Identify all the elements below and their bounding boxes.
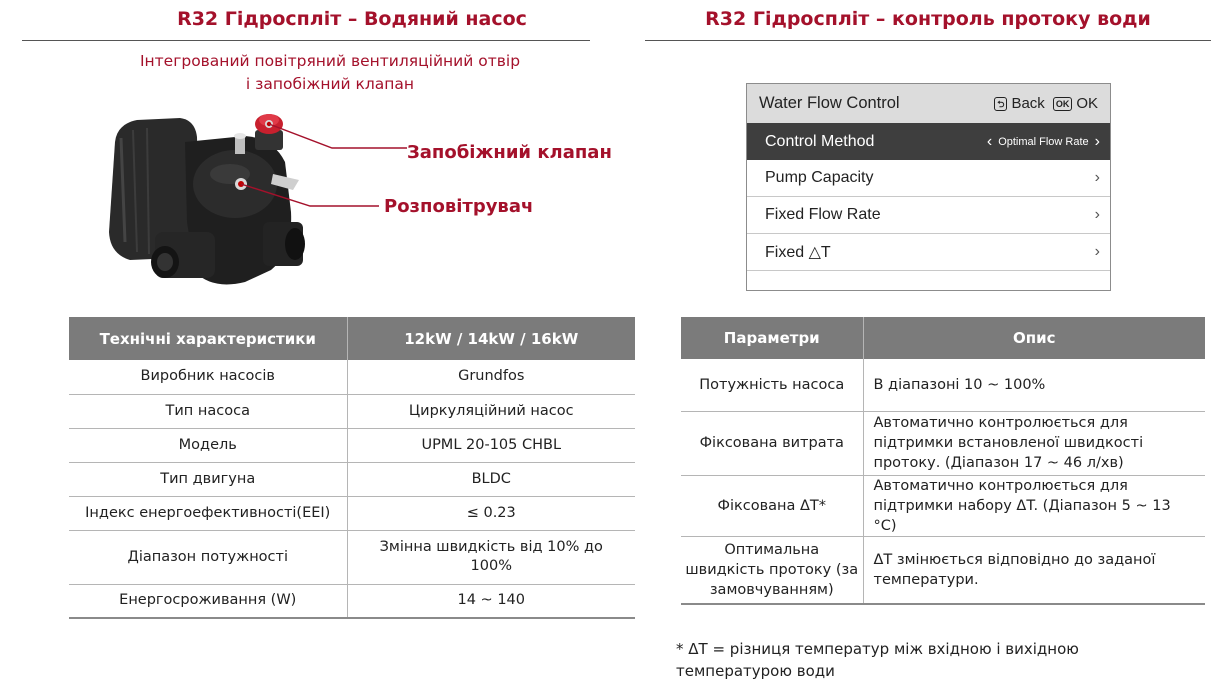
menu-item-control-method[interactable] (747, 123, 1110, 160)
param-name: Потужність насоса (681, 359, 863, 411)
menu-item-fixed-delta-t[interactable] (747, 234, 1110, 271)
spec-value: ≤ 0.23 (347, 496, 635, 530)
table-row (69, 496, 635, 530)
spec-label: Тип насоса (69, 394, 347, 428)
spec-label: Тип двигуна (69, 462, 347, 496)
safety-valve-leader (268, 118, 408, 158)
param-name: Фіксована ΔT* (681, 475, 863, 536)
params-header-description: Опис (863, 317, 1205, 359)
table-row (69, 584, 635, 618)
spec-value: Циркуляційний насос (347, 394, 635, 428)
table-row (69, 530, 635, 584)
table-row (681, 359, 1205, 411)
menu-item-label: Control Method (765, 132, 875, 150)
param-description: Автоматично контролюється для підтримки набору ΔT. (Діапазон 5 ~ 13 °C) (863, 475, 1205, 536)
table-row (681, 411, 1205, 475)
table-row (69, 394, 635, 428)
spec-label: Діапазон потужності (69, 530, 347, 584)
spec-label: Індекс енергоефективності(EEI) (69, 496, 347, 530)
pump-subtitle (90, 50, 570, 96)
param-name: Фіксована витрата (681, 411, 863, 475)
spec-label: Енергосроживання (W) (69, 584, 347, 618)
table-row (69, 360, 635, 394)
param-description: В діапазоні 10 ~ 100% (863, 359, 1205, 411)
param-description: ΔT змінюється відповідно до заданої температури. (863, 536, 1205, 604)
param-name: Оптимальна швидкість протоку (за замовчуванням) (681, 536, 863, 604)
spec-value: BLDC (347, 462, 635, 496)
table-row (69, 428, 635, 462)
air-vent-leader (240, 180, 380, 212)
spec-header-row (69, 317, 635, 360)
ok-button[interactable] (1053, 95, 1098, 112)
back-button[interactable] (994, 95, 1045, 112)
chevron-left-icon[interactable]: ‹ (986, 132, 993, 150)
control-method-value: Optimal Flow Rate (998, 135, 1089, 148)
menu-item-pump-capacity[interactable] (747, 160, 1110, 197)
footnote-line2: температурою води (676, 662, 835, 680)
params-header-parameters: Параметри (681, 317, 863, 359)
table-row (69, 462, 635, 496)
menu-item-label: Fixed Flow Rate (765, 206, 881, 223)
table-row (681, 536, 1205, 604)
flow-section-title: R32 Гідроспліт – контроль протоку води (705, 8, 1151, 30)
pump-section-title: R32 Гідроспліт – Водяний насос (177, 8, 527, 30)
chevron-right-icon: › (1094, 243, 1100, 260)
spec-value: Змінна швидкість від 10% до 100% (347, 530, 635, 584)
chevron-right-icon: › (1094, 169, 1100, 186)
wfc-header (747, 84, 1110, 123)
title-divider-left (22, 40, 590, 41)
spec-value: UPML 20-105 CHBL (347, 428, 635, 462)
table-row (681, 475, 1205, 536)
chevron-right-icon[interactable]: › (1094, 132, 1100, 150)
spec-value: 14 ~ 140 (347, 584, 635, 618)
chevron-right-icon: › (1094, 206, 1100, 223)
water-flow-control-panel (746, 83, 1111, 291)
param-description: Автоматично контролюється для підтримки встановленої швидкості протоку. (Діапазон 17 ~ 46 л/хв) (863, 411, 1205, 475)
pump-spec-table (69, 317, 635, 619)
ok-label: OK (1076, 95, 1098, 112)
spec-header-characteristics: Технічні характеристики (69, 317, 347, 360)
spec-label: Модель (69, 428, 347, 462)
pump-subtitle-line2: і запобіжний клапан (245, 75, 415, 93)
wfc-title: Water Flow Control (759, 94, 900, 112)
spec-header-models: 12kW / 14kW / 16kW (347, 317, 635, 360)
menu-item-label: Fixed △T (765, 244, 831, 261)
spec-value: Grundfos (347, 360, 635, 394)
flow-params-table (681, 317, 1205, 605)
spec-label: Виробник насосів (69, 360, 347, 394)
air-vent-label: Розповітрувач (384, 196, 534, 217)
params-header-row (681, 317, 1205, 359)
pump-subtitle-line1: Інтегрований повітряний вентиляційний отвір (139, 52, 521, 70)
delta-t-footnote (676, 638, 1196, 682)
menu-item-label: Pump Capacity (765, 169, 874, 186)
footnote-line1: * ΔT = різниця температур між вхідною і вихідною (676, 640, 1079, 658)
back-icon: ⮌ (994, 97, 1007, 111)
back-label: Back (1011, 95, 1045, 112)
menu-item-fixed-flow-rate[interactable] (747, 197, 1110, 234)
safety-valve-label: Запобіжний клапан (407, 142, 612, 163)
ok-icon: OK (1053, 97, 1073, 111)
title-divider-right (645, 40, 1211, 41)
